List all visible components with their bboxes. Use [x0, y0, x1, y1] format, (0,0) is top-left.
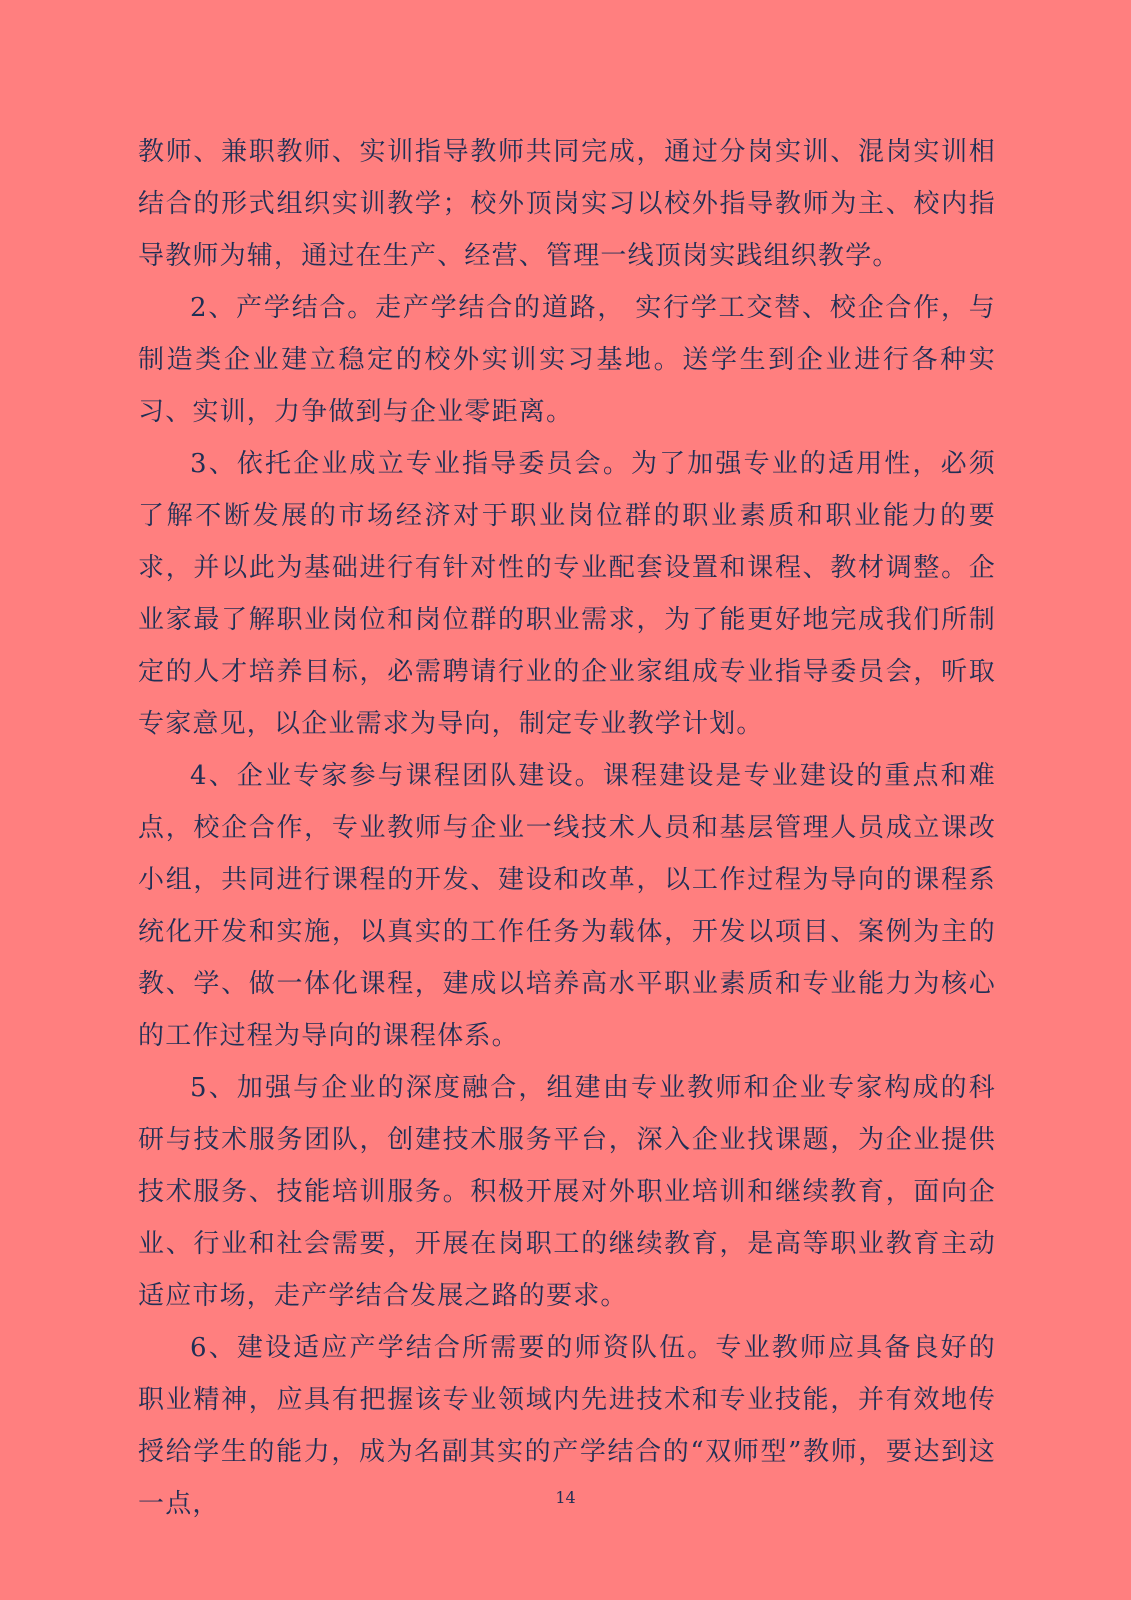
paragraph-5: 5、加强与企业的深度融合，组建由专业教师和企业专家构成的科研与技术服务团队，创建技术服务平台，深入企业找课题，为企业提供技术服务、技能培训服务。积极开展对外职业培训和继续教育，面向企业、行业和社会需要，开展在岗职工的继续教育，是高等职业教育主动适应市场，走产学结合发展之路的要求。 [138, 1073, 996, 1311]
paragraph-4: 4、企业专家参与课程团队建设。课程建设是专业建设的重点和难点，校企合作，专业教师与企业一线技术人员和基层管理人员成立课改小组，共同进行课程的开发、建设和改革，以工作过程为导向的课程系统化开发和实施，以真实的工作任务为载体，开发以项目、案例为主的教、学、做一体化课程，建成以培养高水平职业素质和专业能力为核心的工作过程为导向的课程体系。 [138, 761, 996, 1051]
paragraph-6: 6、建设适应产学结合所需要的师资队伍。专业教师应具备良好的职业精神，应具有把握该专业领域内先进技术和专业技能，并有效地传授给学生的能力，成为名副其实的产学结合的“双师型”教师，要达到这一点， [138, 1333, 996, 1519]
body-text [138, 126, 996, 1530]
paragraph-2: 2、产学结合。走产学结合的道路， 实行学工交替、校企合作，与制造类企业建立稳定的校外实训实习基地。送学生到企业进行各种实习、实训，力争做到与企业零距离。 [138, 293, 996, 427]
paragraph-3: 3、依托企业成立专业指导委员会。为了加强专业的适用性，必须了解不断发展的市场经济对于职业岗位群的职业素质和职业能力的要求，并以此为基础进行有针对性的专业配套设置和课程、教材调整。企业家最了解职业岗位和岗位群的职业需求，为了能更好地完成我们所制定的人才培养目标，必需聘请行业的企业家组成专业指导委员会，听取专家意见，以企业需求为导向，制定专业教学计划。 [138, 449, 996, 739]
page-number: 14 [555, 1488, 576, 1507]
paragraph-continuation: 教师、兼职教师、实训指导教师共同完成，通过分岗实训、混岗实训相结合的形式组织实训教学；校外顶岗实习以校外指导教师为主、校内指导教师为辅，通过在生产、经营、管理一线顶岗实践组织教学。 [138, 137, 996, 271]
